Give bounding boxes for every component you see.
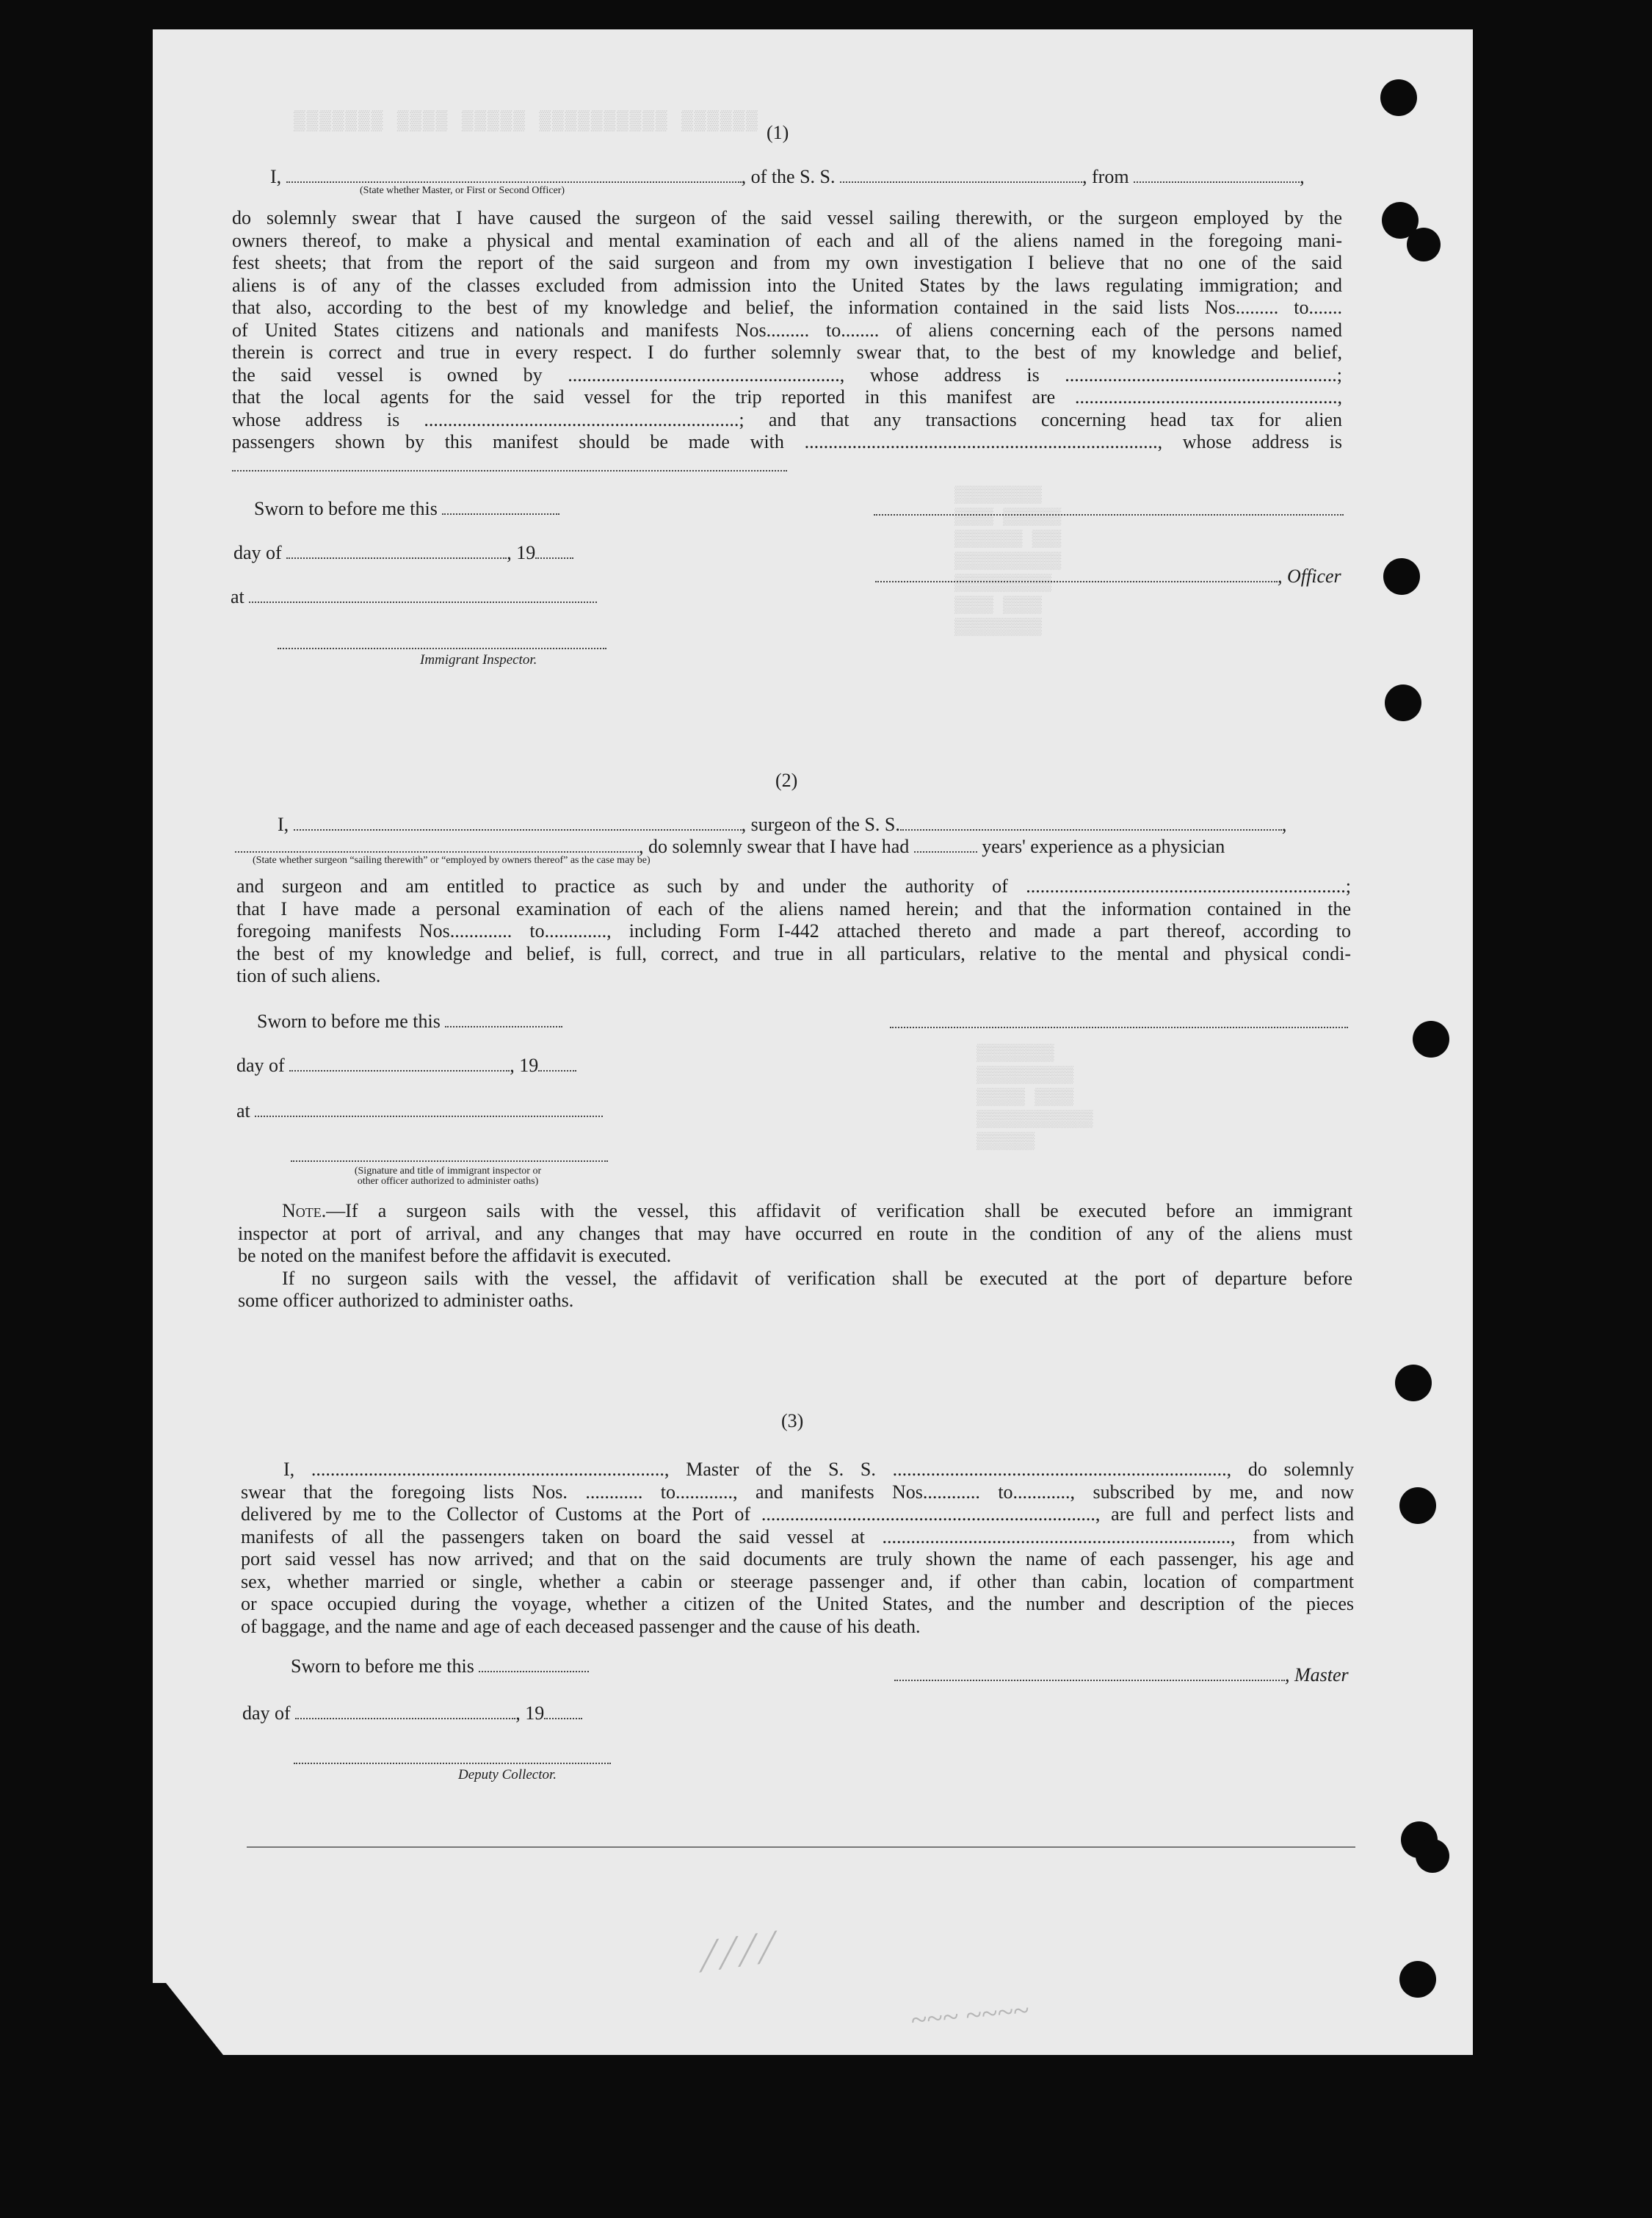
sworn-line-3 — [291, 1655, 589, 1677]
year-field[interactable] — [538, 1060, 576, 1072]
official-signature-line[interactable] — [291, 1160, 608, 1162]
body-line: owners thereof, to make a physical and mental examination of each and all of the aliens named in the foregoing mani- — [232, 229, 1342, 251]
note-line: If no surgeon sails with the vessel, the affidavit of verification shall be executed at the port of departure before — [282, 1267, 1352, 1289]
at-label: at — [236, 1100, 250, 1121]
day-field[interactable] — [295, 1708, 515, 1719]
year-label: , 19 — [515, 1702, 545, 1724]
note-text: —If a surgeon sails with the vessel, this affidavit of verification shall be executed before an immigrant — [326, 1200, 1352, 1221]
year-field[interactable] — [544, 1708, 582, 1719]
body-line: I, .........................................................................., Master of the S. S. ......................................................................, do solemnly — [283, 1459, 1354, 1480]
prefix: I, — [270, 166, 282, 187]
officer-caption: (State whether Master, or First or Second Officer) — [360, 185, 565, 196]
section-3-body — [241, 1459, 1354, 1638]
sworn-line-2 — [257, 1011, 562, 1033]
body-line: fest sheets; that from the report of the said surgeon and from my own investigation I believe that no one of the said — [232, 252, 1342, 273]
body-line: of United States citizens and nationals and manifests Nos......... to........ of aliens concerning each of the persons named — [232, 319, 1342, 341]
collector-caption: Deputy Collector. — [458, 1767, 557, 1782]
prefix: I, — [278, 814, 289, 835]
body-line: foregoing manifests Nos............. to............., including Form I-442 attached thereto and made a part thereof, according to — [236, 920, 1351, 942]
section-1-body — [232, 207, 1342, 454]
officer-field[interactable] — [286, 171, 742, 183]
inspector-caption: Immigrant Inspector. — [420, 652, 537, 668]
binder-hole — [1407, 228, 1441, 261]
sworn-label: Sworn to before me this — [257, 1011, 441, 1032]
note-block — [238, 1200, 1352, 1312]
section-2-line-1: I, , surgeon of the S. S. , — [278, 814, 1287, 835]
master-label: , Master — [1285, 1664, 1349, 1686]
day-label: day of — [242, 1702, 291, 1724]
at-field[interactable] — [255, 1105, 603, 1117]
sworn-field[interactable] — [445, 1016, 562, 1027]
master-signature-field[interactable] — [894, 1669, 1285, 1681]
binder-hole — [1385, 684, 1421, 721]
officer-line — [875, 566, 1341, 588]
year-label: , 19 — [507, 542, 536, 563]
body-line: port said vessel has now arrived; and that on the said documents are truly shown the name of each passenger, his age and — [241, 1548, 1354, 1569]
binder-hole — [1399, 1961, 1436, 1998]
note-label: Note. — [282, 1200, 327, 1221]
body-line: whose address is ..................................................................; and that any transactions concerning head tax for alien — [232, 408, 1342, 430]
surgeon-label: , surgeon of the S. S. — [741, 814, 900, 835]
signature-caption — [301, 1166, 595, 1187]
officer-label: , Officer — [1278, 566, 1341, 587]
body-line: swear that the foregoing lists Nos. ............ to............, and manifests Nos............ to............, subscribed by me, and now — [241, 1481, 1354, 1503]
bleed-through-text: ▒▒▒▒▒▒▒▒ ▒▒▒▒▒▒▒▒▒▒ ▒▒▒▒▒ ▒▒▒▒ ▒▒▒▒▒▒▒▒▒▒▒▒ ▒▒▒▒▒▒ — [977, 1044, 1093, 1151]
sworn-label: Sworn to before me this — [254, 498, 438, 519]
year-field[interactable] — [535, 547, 573, 559]
at-label: at — [231, 586, 244, 607]
binder-hole — [1416, 1839, 1449, 1873]
surgeon-status-field[interactable] — [235, 841, 639, 853]
body-line: of baggage, and the name and age of each deceased passenger and the cause of his death. — [241, 1615, 921, 1637]
swear-label: , do solemnly swear that I have had — [639, 836, 910, 857]
years-field[interactable] — [914, 841, 977, 853]
surgeon-name-field[interactable] — [294, 819, 742, 831]
section-2-number: (2) — [775, 770, 798, 791]
body-line: the best of my knowledge and belief, is full, correct, and true in all particulars, relative to the mental and physical condi- — [236, 942, 1351, 964]
day-label: day of — [233, 542, 282, 563]
section-1-number: (1) — [767, 122, 789, 143]
at-line — [231, 586, 597, 608]
section-3-number: (3) — [781, 1410, 804, 1431]
body-line: the said vessel is owned by ........................................................., whose address is .........................................................; — [232, 364, 1342, 386]
vessel-label: , of the S. S. — [741, 166, 836, 187]
day-line — [233, 542, 573, 564]
body-line: therein is correct and true in every respect. I do further solemnly swear that, to the best of my knowledge and belief, — [232, 342, 1342, 363]
body-line: delivered by me to the Collector of Customs at the Port of ......................................................................, are full and perfect lists and — [241, 1503, 1354, 1525]
sworn-field[interactable] — [442, 503, 559, 515]
bleed-through-text: ▒▒▒▒▒▒▒▒▒ ▒▒▒▒ ▒▒▒▒▒▒ ▒▒▒▒▒▒▒ ▒▒▒ ▒▒▒▒▒▒▒▒▒▒▒ ▒▒▒▒▒▒▒▒▒▒ ▒▒▒▒ ▒▒▒▒ ▒▒▒▒▒▒▒▒▒ — [954, 486, 1062, 637]
handwritten-annotation: ~~~ ~~~~ — [909, 1993, 1031, 2037]
day-line-2 — [236, 1055, 576, 1077]
collector-signature-line[interactable] — [294, 1763, 611, 1764]
inspector-signature-line[interactable] — [278, 648, 606, 649]
sworn-line — [254, 498, 559, 520]
section-1-line-1: I, , of the S. S. , from , — [270, 166, 1305, 187]
surgeon-signature-line[interactable] — [890, 1027, 1348, 1028]
body-line: that I have made a personal examination of each of the aliens named herein; and that the information contained in the — [236, 897, 1351, 920]
body-line: passengers shown by this manifest should be made with .........................................................................., whose address is — [232, 431, 1342, 452]
vessel-field[interactable] — [900, 819, 1282, 831]
surgeon-caption: (State whether surgeon “sailing therewith” or “employed by owners thereof” as the case may be) — [253, 855, 651, 866]
body-line: tion of such aliens. — [236, 965, 381, 986]
note-line: inspector at port of arrival, and any changes that may have occurred en route in the condition of any of the aliens must — [238, 1222, 1352, 1244]
officer-signature-line[interactable] — [874, 514, 1344, 516]
note-line — [238, 1200, 1352, 1223]
signature-caption-line: other officer authorized to administer oaths) — [357, 1176, 539, 1187]
bottom-rule — [247, 1846, 1355, 1848]
binder-hole — [1395, 1365, 1432, 1401]
day-field[interactable] — [286, 547, 507, 559]
body-line: and surgeon and am entitled to practice as such by and under the authority of ...................................................................; — [236, 875, 1351, 897]
body-line: that the local agents for the said vessel for the trip reported in this manifest are ......................................................., — [232, 386, 1342, 408]
binder-hole — [1383, 558, 1420, 595]
day-line-3 — [242, 1702, 582, 1724]
vessel-field[interactable] — [840, 171, 1082, 183]
body-line: do solemnly swear that I have caused the surgeon of the said vessel sailing therewith, or the surgeon employed by the — [232, 207, 1342, 228]
year-label: , 19 — [510, 1055, 539, 1076]
sworn-label: Sworn to before me this — [291, 1655, 474, 1677]
body-line: manifests of all the passengers taken on board the said vessel at ........................................................................., from which — [241, 1525, 1354, 1547]
at-field[interactable] — [249, 591, 597, 603]
bleed-through-text: ▒▒▒▒▒▒▒ ▒▒▒▒ ▒▒▒▒▒ ▒▒▒▒▒▒▒▒▒▒ ▒▒▒▒▒▒ — [294, 110, 759, 132]
body-line: aliens is of any of the classes excluded from admission into the United States by the laws regulating immigration; and — [232, 274, 1342, 296]
sworn-field[interactable] — [479, 1661, 589, 1672]
continuation-line[interactable] — [232, 470, 787, 472]
from-label: , from — [1082, 166, 1129, 187]
years-label: years' experience as a physician — [982, 836, 1225, 857]
binder-hole — [1413, 1021, 1449, 1058]
section-2-body — [236, 875, 1351, 988]
body-line: sex, whether married or single, whether a cabin or steerage passenger and, if other than cabin, location of compartment — [241, 1570, 1354, 1592]
master-line — [894, 1664, 1349, 1686]
day-label: day of — [236, 1055, 285, 1076]
handwritten-annotation: ⁄ ⁄ ⁄ ⁄ — [701, 1921, 775, 1982]
at-line-2 — [236, 1100, 603, 1122]
signature-caption-line: (Signature and title of immigrant inspector or — [354, 1166, 542, 1177]
binder-hole — [1399, 1487, 1436, 1524]
body-line: or space occupied during the voyage, whether a citizen of the United States, and the number and description of the pieces — [241, 1593, 1354, 1614]
from-field[interactable] — [1134, 171, 1300, 183]
note-line: be noted on the manifest before the affidavit is executed. — [238, 1245, 672, 1266]
binder-hole — [1380, 79, 1417, 116]
officer-signature-field[interactable] — [875, 571, 1278, 582]
note-line: some officer authorized to administer oaths. — [238, 1290, 574, 1311]
body-line: that also, according to the best of my knowledge and belief, the information contained in the said lists Nos......... to....... — [232, 297, 1342, 318]
day-field[interactable] — [289, 1060, 510, 1072]
